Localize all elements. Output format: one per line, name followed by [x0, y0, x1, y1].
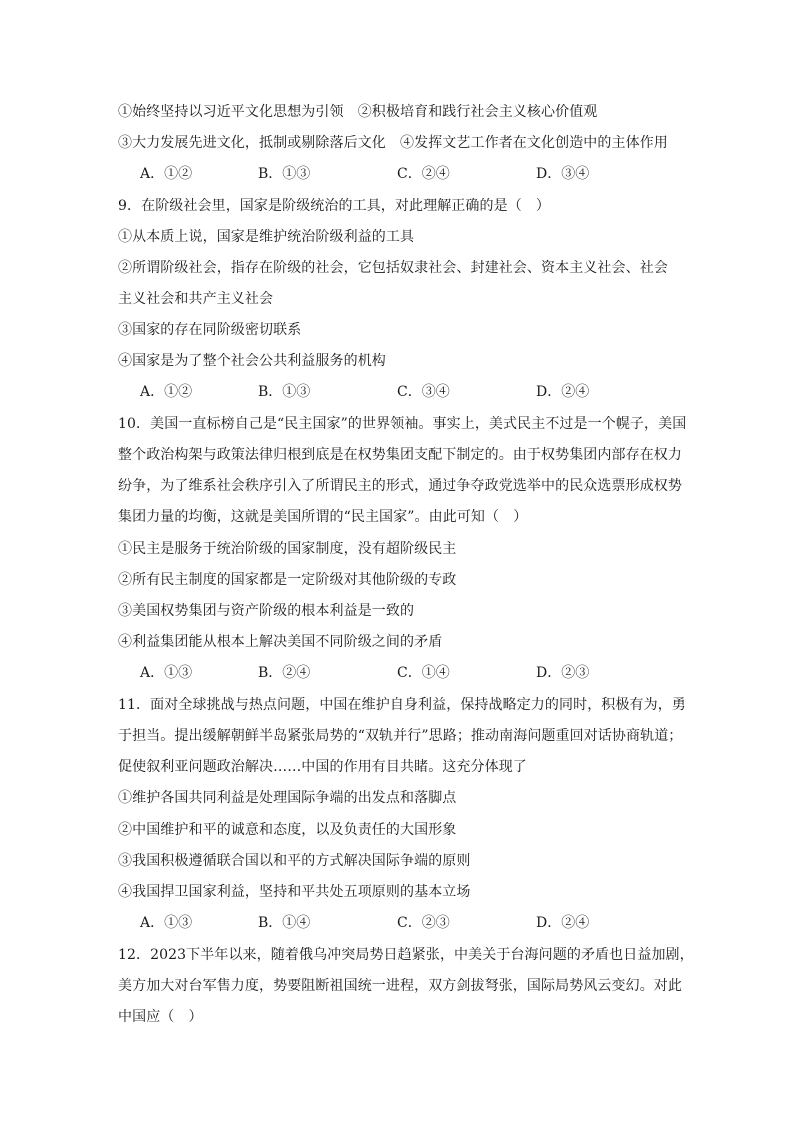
q10-option-d: D．②③	[536, 665, 590, 681]
q10-option-a: A．①③	[140, 665, 193, 681]
q9-option-a: A．①②	[140, 384, 193, 400]
q11-stem-line-2: 于担当。提出缓解朝鲜半岛紧张局势的“双轨并行”思路；推动南海问题重回对话协商轨道；	[118, 728, 683, 744]
q9-option-d: D．②④	[536, 384, 590, 400]
q11-statement-2: ②中国维护和平的诚意和态度，以及负责任的大国形象	[118, 822, 457, 838]
q9-statement-2-line-1: ②所谓阶级社会，指存在阶级的社会，它包括奴隶社会、封建社会、资本主义社会、社会	[118, 260, 668, 276]
q10-option-b: B．②④	[258, 665, 311, 681]
q10-statement-1: ①民主是服务于统治阶级的国家制度，没有超阶级民主	[118, 541, 457, 557]
q8-option-c: C．②④	[397, 166, 450, 182]
q10-statement-3: ③美国权势集团与资产阶级的根本利益是一致的	[118, 603, 415, 619]
q8-option-a: A．①②	[140, 166, 193, 182]
q11-statement-3: ③我国积极遵循联合国以和平的方式解决国际争端的原则	[118, 853, 471, 869]
q10-statement-4: ④利益集团能从根本上解决美国不同阶级之间的矛盾	[118, 634, 443, 650]
q11-option-c: C．②③	[397, 915, 450, 931]
q9-statement-2-line-2: 主义社会和共产主义社会	[118, 291, 274, 307]
q8-option-b: B．①③	[258, 166, 311, 182]
q9-option-b: B．①③	[258, 384, 311, 400]
q10-option-c: C．①④	[397, 665, 450, 681]
q9-statement-4: ④国家是为了整个社会公共利益服务的机构	[118, 353, 386, 369]
q9-stem: 9．在阶级社会里，国家是阶级统治的工具，对此理解正确的是（ ）	[118, 198, 551, 214]
q11-statement-4: ④我国捍卫国家利益，坚持和平共处五项原则的基本立场	[118, 884, 471, 900]
q8-statement-3-4: ③大力发展先进文化，抵制或剔除落后文化 ④发挥文艺工作者在文化创造中的主体作用	[118, 135, 668, 151]
q11-option-a: A．①③	[140, 915, 193, 931]
q9-statement-1: ①从本质上说，国家是维护统治阶级利益的工具	[118, 229, 415, 245]
q12-stem-line-2: 美方加大对台军售力度，势要阻断祖国统一进程，双方剑拔弩张，国际局势风云变幻。对此	[118, 978, 682, 994]
q10-stem-line-4: 集团力量的均衡，这就是美国所谓的“民主国家”。由此可知（ ）	[118, 509, 528, 525]
q9-option-c: C．③④	[397, 384, 450, 400]
q10-statement-2: ②所有民主制度的国家都是一定阶级对其他阶级的专政	[118, 572, 457, 588]
q10-stem-line-3: 纷争，为了维系社会秩序引入了所谓民主的形式，通过争夺政党选举中的民众选票形成权势	[118, 478, 682, 494]
q11-option-b: B．①④	[258, 915, 311, 931]
q8-option-d: D．③④	[536, 166, 590, 182]
q12-stem-line-3: 中国应（ ）	[118, 1009, 203, 1025]
q10-stem-line-1: 10．美国一直标榜自己是“民主国家”的世界领袖。事实上，美式民主不过是一个幌子，美国	[118, 416, 687, 432]
q10-stem-line-2: 整个政治构架与政策法律归根到底是在权势集团支配下制定的。由于权势集团内部存在权力	[118, 447, 682, 463]
q11-statement-1: ①维护各国共同利益是处理国际争端的出发点和落脚点	[118, 790, 457, 806]
q9-statement-3: ③国家的存在同阶级密切联系	[118, 322, 302, 338]
q11-option-d: D．②④	[536, 915, 590, 931]
q8-statement-1-2: ①始终坚持以习近平文化思想为引领 ②积极培育和践行社会主义核心价值观	[118, 104, 598, 120]
q12-stem-line-1: 12．2023下半年以来，随着俄乌冲突局势日趋紧张，中美关于台海问题的矛盾也日益加剧，	[118, 947, 694, 963]
q11-stem-line-3: 促使叙利亚问题政治解决……中国的作用有目共睹。这充分体现了	[118, 759, 527, 775]
q11-stem-line-1: 11．面对全球挑战与热点问题，中国在维护自身利益，保持战略定力的同时，积极有为，勇	[118, 697, 686, 713]
